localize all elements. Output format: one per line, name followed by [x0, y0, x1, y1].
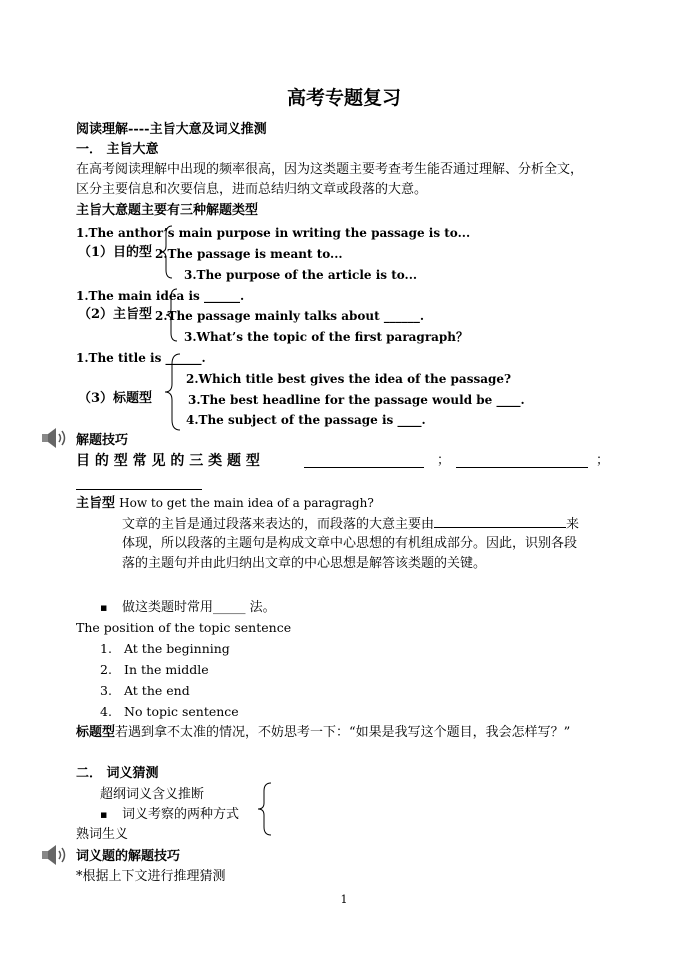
section-two-item3: 熟词生义 — [76, 827, 129, 842]
main-paragraph-blank[interactable] — [434, 515, 566, 528]
position-item: In the middle — [124, 662, 209, 677]
type1-question1: 1.The anthor’s main purpose in writing the passage is to... — [76, 226, 471, 240]
type2-question2: 2.The passage mainly talks about ______. — [155, 309, 425, 323]
title-type-tip: 若遇到拿不太准的情况，不妨思考一下：“如果是我写这个题目，我会怎样写？” — [115, 725, 571, 740]
type3-question3: 3.The best headline for the passage would be ____. — [188, 393, 525, 407]
method-text-b: 法。 — [245, 600, 276, 615]
position-item: At the end — [124, 683, 190, 698]
purpose-label: 目 的 型 常 见 的 三 类 题 型 — [76, 453, 260, 469]
separator-1: ； — [437, 453, 451, 468]
main-idea-label: 主旨型 — [76, 496, 116, 511]
section-one-intro-line1: 在高考阅读理解中出现的频率很高，因为这类题主要考查考生能否通过理解、分析全文， — [76, 162, 584, 177]
page-title: 高考专题复习 — [286, 87, 401, 109]
position-number: 3. — [100, 683, 112, 698]
type1-label: （1）目的型 — [78, 245, 153, 260]
separator-2: ； — [596, 453, 610, 468]
type3-question2: 2.Which title best gives the idea of the passage? — [186, 372, 512, 386]
type2-question1: 1.The main idea is ______. — [76, 289, 245, 303]
position-number: 1. — [100, 641, 112, 656]
subtitle: 阅读理解----主旨大意及词义推测 — [76, 122, 267, 137]
section-two-heading: 二． 词义猜测 — [76, 766, 159, 781]
type1-question3: 3.The purpose of the article is to... — [184, 268, 418, 282]
main-idea-question: How to get the main idea of a paragragh? — [119, 496, 374, 510]
method-blank[interactable]: _____ — [213, 600, 246, 615]
position-item: At the beginning — [124, 641, 230, 656]
section-two-item1: 超纲词义含义推断 — [100, 787, 205, 802]
section-two-brace — [255, 781, 273, 837]
type2-question3: 3.What’s the topic of the first paragraph？ — [184, 330, 469, 344]
position-item: No topic sentence — [124, 704, 239, 719]
type1-question2: 2.The passage is meant to... — [155, 247, 343, 261]
bullet-icon: ▪ — [100, 601, 108, 614]
section-two-item2: 词义考察的两种方式 — [122, 807, 240, 822]
main-paragraph-line1a: 文章的主旨是通过段落来表达的，而段落的大意主要由 — [122, 517, 435, 532]
method-text-a: 做这类题时常用 — [122, 600, 214, 615]
position-heading: The position of the topic sentence — [76, 620, 292, 635]
purpose-blank-1[interactable] — [304, 455, 424, 468]
type3-question1: 1.The title is ______. — [76, 351, 206, 365]
main-paragraph-line1b: 来 — [566, 517, 580, 532]
types-heading: 主旨大意题主要有三种解题类型 — [76, 203, 259, 218]
main-paragraph-line2: 体现，所以段落的主题句是构成文章中心思想的有机组成部分。因此，识别各段 — [122, 536, 578, 551]
section-one-heading: 一． 主旨大意 — [76, 142, 159, 157]
section-one-intro-line2: 区分主要信息和次要信息，进而总结归纳文章或段落的大意。 — [76, 182, 428, 197]
purpose-blank-3[interactable] — [76, 477, 202, 490]
position-number: 4. — [100, 704, 112, 719]
section-two-skills: 词义题的解题技巧 — [76, 849, 181, 864]
section-two-tip: *根据上下文进行推理猜测 — [76, 869, 226, 884]
type3-label: （3）标题型 — [78, 391, 153, 406]
skills-heading: 解题技巧 — [76, 433, 129, 448]
type3-question4: 4.The subject of the passage is ____. — [186, 413, 426, 427]
page-number: 1 — [340, 893, 348, 906]
title-type-label: 标题型 — [76, 725, 116, 740]
speaker-icon[interactable] — [40, 426, 70, 450]
type3-brace — [162, 352, 182, 432]
position-number: 2. — [100, 662, 112, 677]
bullet-icon-2: ▪ — [100, 808, 108, 821]
main-paragraph-line3: 落的主题句并由此归纳出文章的中心思想是解答该类题的关键。 — [122, 556, 487, 571]
speaker-icon-2[interactable] — [40, 843, 70, 867]
type2-label: （2）主旨型 — [78, 307, 153, 322]
purpose-blank-2[interactable] — [456, 455, 588, 468]
